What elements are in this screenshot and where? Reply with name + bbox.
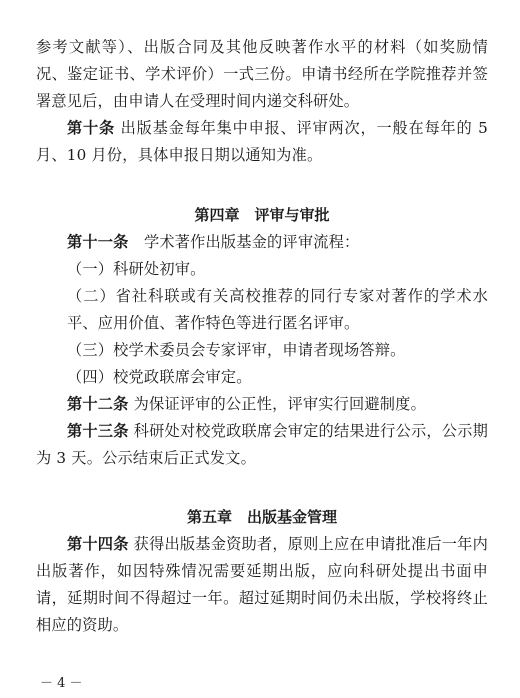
- review-step-2: （二）省社科联或有关高校推荐的同行专家对著作的学术水平、应用价值、著作特色等进行匿名评审。: [67, 287, 488, 332]
- article-12-label: 第十二条: [67, 395, 129, 413]
- document-page: [36, 34, 488, 639]
- article-10-label: 第十条: [67, 119, 115, 137]
- article-11-label: 第十一条: [67, 233, 129, 251]
- article-10-text: 出版基金每年集中申报、评审两次，一般在每年的 5 月、10 月份，具体申报日期以通知为准。: [36, 119, 488, 164]
- article-11: [36, 229, 488, 256]
- article-13-text: 科研处对校党政联席会审定的结果进行公示，公示期为 3 天。公示结束后正式发文。: [36, 422, 488, 467]
- article-14-label: 第十四条: [67, 535, 129, 553]
- chapter-5-heading: 第五章 出版基金管理: [186, 508, 337, 526]
- article-14: [36, 531, 488, 639]
- review-step-4: （四）校党政联席会审定。: [67, 368, 252, 386]
- review-step-1: （一）科研处初审。: [67, 260, 206, 278]
- article-11-text: 学术著作出版基金的评审流程：: [128, 233, 360, 251]
- article-13: [36, 418, 488, 472]
- article-13-label: 第十三条: [67, 422, 129, 440]
- review-step-3: （三）校学术委员会专家评审，申请者现场答辩。: [67, 341, 406, 359]
- article-14-text: 获得出版基金资助者，原则上应在申请批准后一年内出版著作，如因特殊情况需要延期出版，应向科研处提出书面申请，延期时间不得超过一年。超过延期时间仍未出版，学校将终止相应的资助。: [36, 535, 488, 634]
- article-12-text: 为保证评审的公正性，评审实行回避制度。: [128, 395, 426, 413]
- page-number: － 4 －: [40, 676, 83, 691]
- article-12: [36, 391, 488, 418]
- chapter-4-heading: 第四章 评审与审批: [194, 206, 330, 224]
- article-10: [36, 115, 488, 169]
- paragraph-materials: 参考文献等）、出版合同及其他反映著作水平的材料（如奖励情况、鉴定证书、学术评价）一式三份。申请书经所在学院推荐并签署意见后，由申请人在受理时间内递交科研处。: [36, 38, 488, 110]
